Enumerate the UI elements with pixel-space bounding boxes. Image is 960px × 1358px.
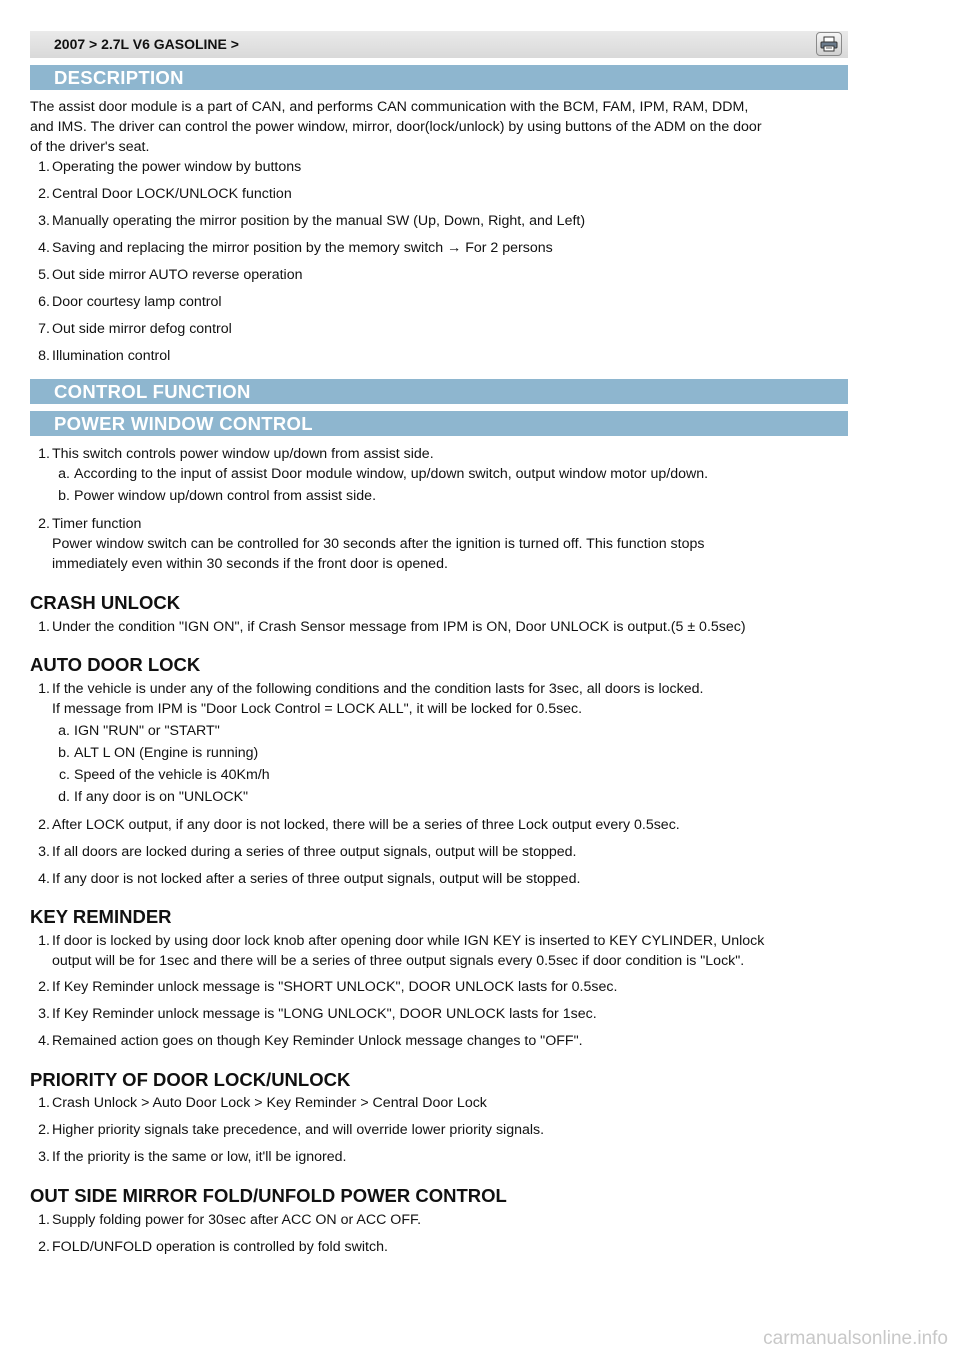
print-button[interactable]: [816, 32, 842, 56]
heading-key-reminder: KEY REMINDER: [30, 906, 172, 927]
description-intro-line2: and IMS. The driver can control the power window, mirror, door(lock/unlock) by using buttons of the ADM on the door: [30, 119, 762, 135]
section-title-power-window: POWER WINDOW CONTROL: [30, 411, 848, 436]
printer-icon: [820, 36, 838, 52]
heading-mirror-fold: OUT SIDE MIRROR FOLD/UNFOLD POWER CONTROL: [30, 1185, 507, 1206]
list-item-continuation: If message from IPM is "Door Lock Control = LOCK ALL", it will be locked for 0.5sec.: [52, 701, 583, 717]
watermark: carmanualsonline.info: [763, 1328, 948, 1349]
section-title-description: DESCRIPTION: [30, 65, 848, 90]
section-title-control-function: CONTROL FUNCTION: [30, 379, 848, 404]
list-item-continuation: Power window switch can be controlled for 30 seconds after the ignition is turned off. This function stops: [52, 536, 705, 552]
heading-crash-unlock: CRASH UNLOCK: [30, 592, 181, 613]
list-item-continuation: output will be for 1sec and there will be a series of three output signals every 0.5sec if door condition is "Lock".: [52, 953, 745, 969]
list-item-continuation: immediately even within 30 seconds if the front door is opened.: [52, 556, 448, 572]
heading-priority: PRIORITY OF DOOR LOCK/UNLOCK: [30, 1069, 351, 1090]
description-intro-line3: of the driver's seat.: [30, 139, 150, 155]
breadcrumb-bar: [30, 31, 848, 58]
description-intro-line1: The assist door module is a part of CAN, and performs CAN communication with the BCM, FAM, IPM, RAM, DDM,: [30, 99, 749, 115]
breadcrumb: 2007 > 2.7L V6 GASOLINE >: [54, 36, 239, 52]
heading-auto-door-lock: AUTO DOOR LOCK: [30, 654, 201, 675]
